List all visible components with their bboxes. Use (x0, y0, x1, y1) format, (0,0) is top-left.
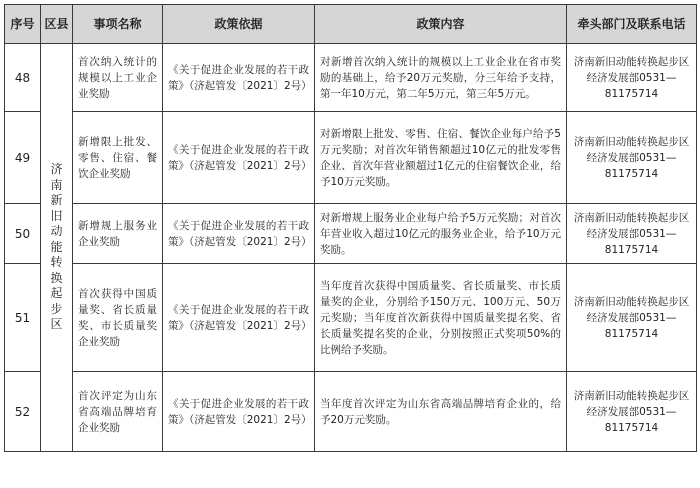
lead-dept-contact: 济南新旧动能转换起步区经济发展部0531—81175714 (567, 204, 697, 264)
header-dept: 牵头部门及联系电话 (567, 5, 697, 44)
policy-content: 当年度首次获得中国质量奖、省长质量奖、市长质量奖的企业，分别给予150万元、100万元、50万元奖励；当年度首次新获得中国质量奖提名奖、省长质量奖提名奖的企业，分别按照正式奖项50%的比例给予奖励。 (315, 264, 567, 372)
lead-dept-contact: 济南新旧动能转换起步区经济发展部0531—81175714 (567, 44, 697, 112)
policy-content: 对新增限上批发、零售、住宿、餐饮企业每户给予5万元奖励；对首次年销售额超过10亿元的批发零售企业、首次年营业额超过1亿元的住宿餐饮企业，给予10万元奖励。 (315, 112, 567, 204)
row-number: 50 (5, 204, 41, 264)
table-row (5, 112, 697, 204)
policy-basis: 《关于促进企业发展的若干政策》（济起管发〔2021〕2号） (163, 372, 315, 452)
policy-table (4, 4, 697, 452)
row-number: 51 (5, 264, 41, 372)
row-number: 52 (5, 372, 41, 452)
header-content: 政策内容 (315, 5, 567, 44)
policy-basis: 《关于促进企业发展的若干政策》（济起管发〔2021〕2号） (163, 204, 315, 264)
policy-content: 当年度首次评定为山东省高端品牌培育企业的，给予20万元奖励。 (315, 372, 567, 452)
header-district: 区县 (41, 5, 73, 44)
header-row (5, 5, 697, 44)
district-name: 济南新旧动能转换起步区 (50, 162, 63, 332)
table-row (5, 372, 697, 452)
item-name: 首次获得中国质量奖、省长质量奖、市长质量奖企业奖励 (73, 264, 163, 372)
table-row (5, 44, 697, 112)
policy-content: 对新增首次纳入统计的规模以上工业企业在省市奖励的基础上，给予20万元奖励，分三年给予支持，第一年10万元，第二年5万元，第三年5万元。 (315, 44, 567, 112)
policy-content: 对新增规上服务业企业每户给予5万元奖励；对首次年营业收入超过10亿元的服务业企业，给予10万元奖励。 (315, 204, 567, 264)
header-item: 事项名称 (73, 5, 163, 44)
header-seq: 序号 (5, 5, 41, 44)
item-name: 新增规上服务业企业奖励 (73, 204, 163, 264)
header-basis: 政策依据 (163, 5, 315, 44)
lead-dept-contact: 济南新旧动能转换起步区经济发展部0531—81175714 (567, 264, 697, 372)
table-row (5, 204, 697, 264)
policy-basis: 《关于促进企业发展的若干政策》（济起管发〔2021〕2号） (163, 112, 315, 204)
item-name: 新增限上批发、零售、住宿、餐饮企业奖励 (73, 112, 163, 204)
row-number: 49 (5, 112, 41, 204)
row-number: 48 (5, 44, 41, 112)
policy-basis: 《关于促进企业发展的若干政策》（济起管发〔2021〕2号） (163, 44, 315, 112)
lead-dept-contact: 济南新旧动能转换起步区经济发展部0531—81175714 (567, 112, 697, 204)
table-row (5, 264, 697, 372)
item-name: 首次纳入统计的规模以上工业企业奖励 (73, 44, 163, 112)
lead-dept-contact: 济南新旧动能转换起步区经济发展部0531—81175714 (567, 372, 697, 452)
policy-basis: 《关于促进企业发展的若干政策》（济起管发〔2021〕2号） (163, 264, 315, 372)
district-cell (41, 44, 73, 452)
item-name: 首次评定为山东省高端品牌培育企业奖励 (73, 372, 163, 452)
